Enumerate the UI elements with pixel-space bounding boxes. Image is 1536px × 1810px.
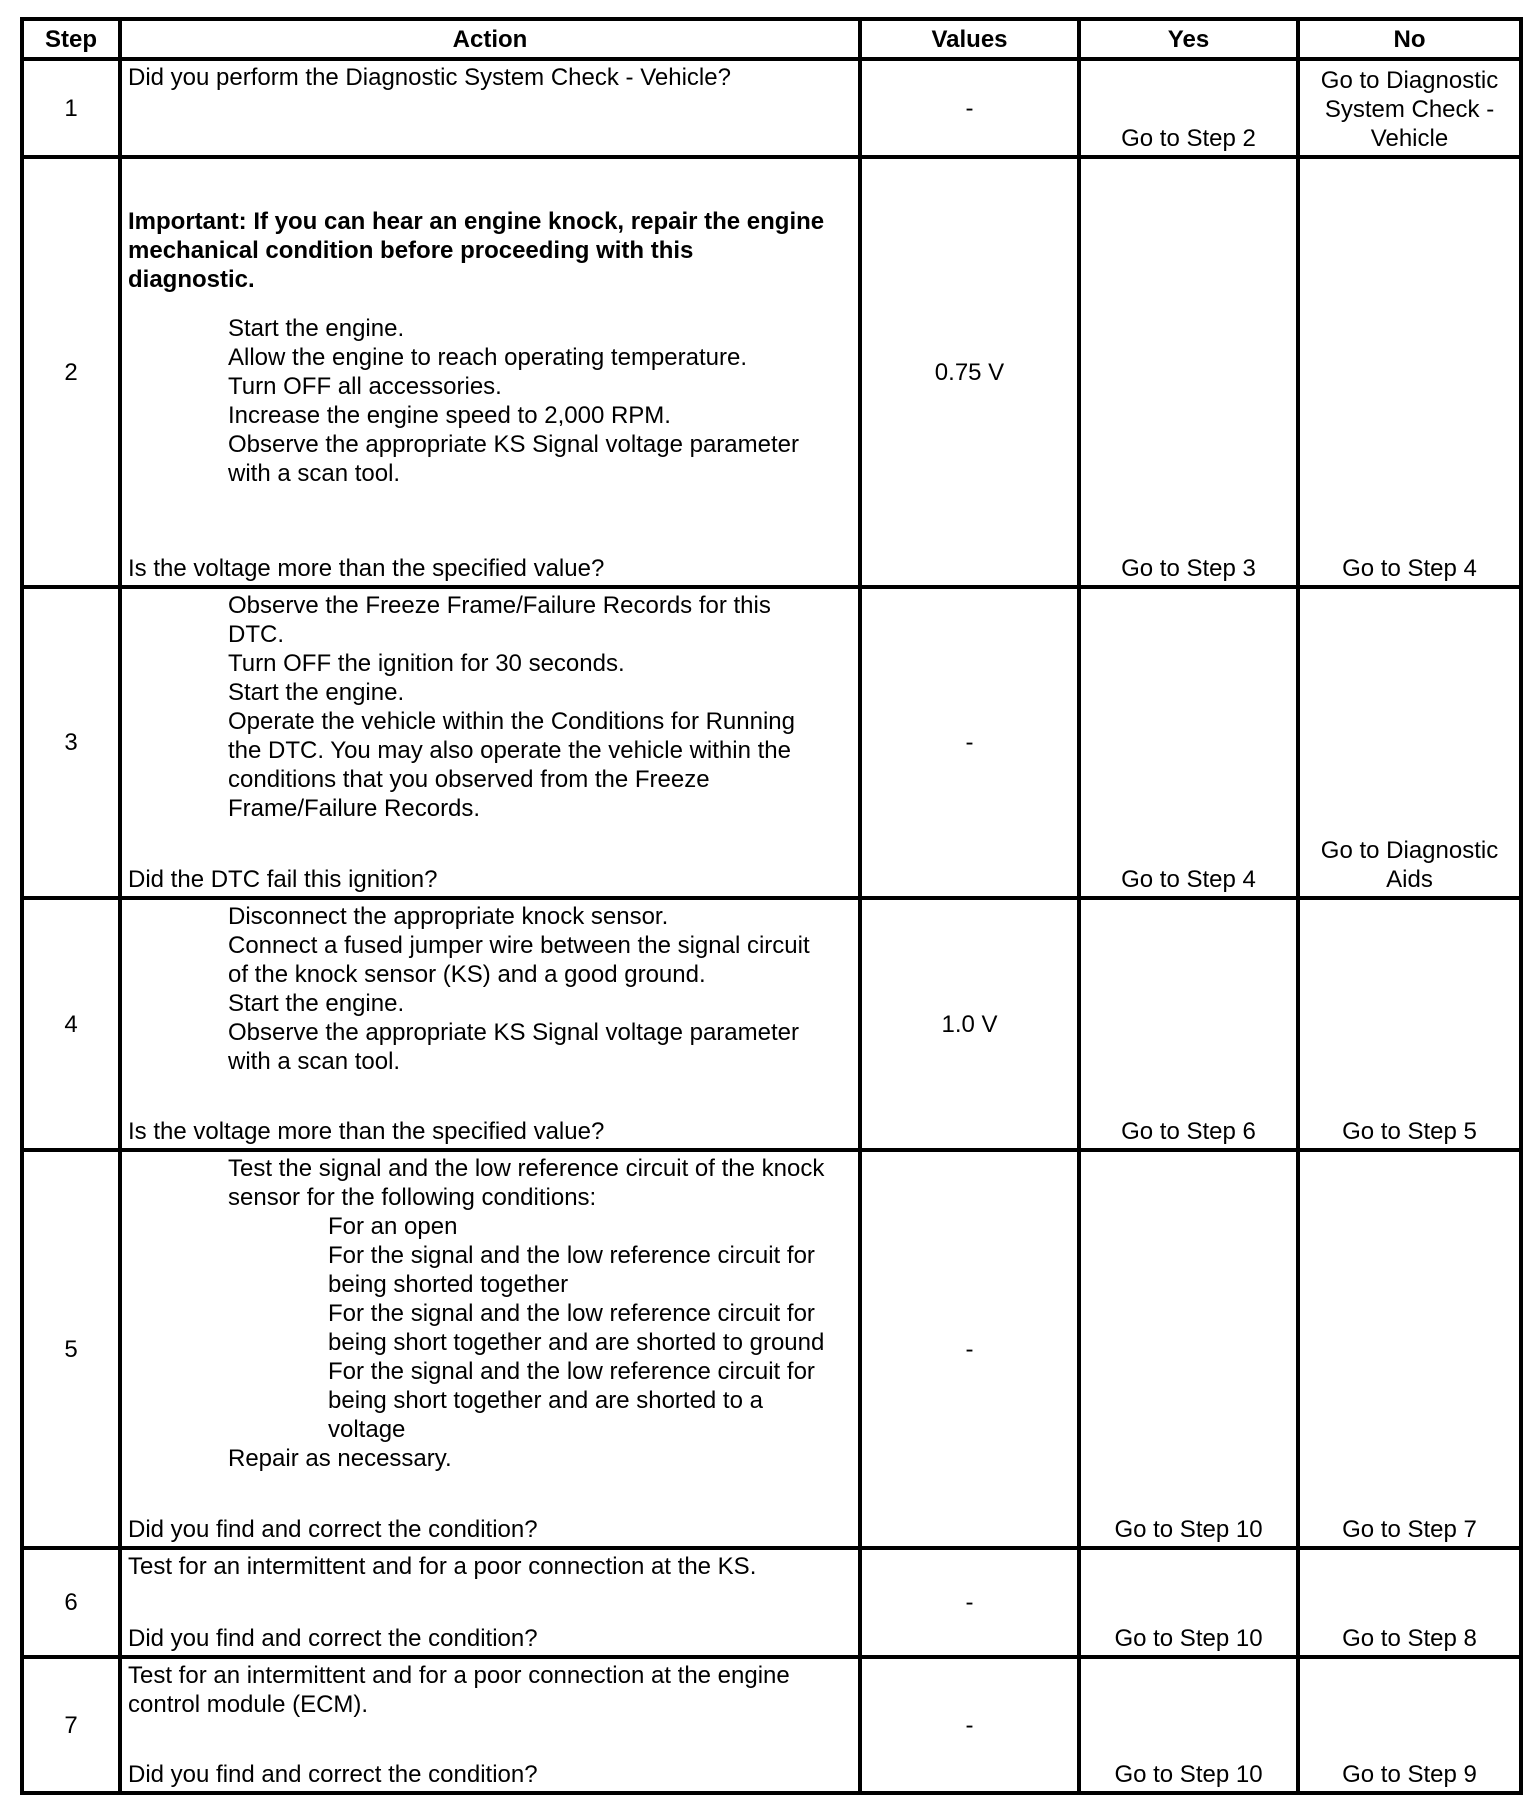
- no-line: Go to Step 5: [1342, 1118, 1477, 1145]
- action-line: conditions that you observed from the Freeze: [228, 766, 710, 793]
- action-line: Observe the appropriate KS Signal voltage parameter: [228, 1019, 799, 1046]
- value-cell: 0.75 V: [860, 157, 1079, 587]
- value-cell: -: [860, 1548, 1079, 1657]
- sub-condition-line: For an open: [328, 1213, 458, 1240]
- header-values: Values: [860, 19, 1079, 59]
- sub-condition-line: voltage: [328, 1416, 406, 1443]
- diagnostic-table: [20, 17, 1523, 1795]
- table-row-step-7: [22, 1657, 1521, 1793]
- action-line: Repair as necessary.: [228, 1445, 452, 1472]
- step-number: 4: [22, 898, 120, 1150]
- step-number: 3: [22, 587, 120, 898]
- no-line: Go to Step 8: [1342, 1625, 1477, 1652]
- action-cell: [120, 59, 860, 157]
- no-cell: [1298, 1150, 1521, 1548]
- step-number: 1: [22, 59, 120, 157]
- header-yes: Yes: [1079, 19, 1298, 59]
- question-line: Did you find and correct the condition?: [128, 1625, 538, 1652]
- action-line: Connect a fused jumper wire between the signal circuit: [228, 932, 810, 959]
- action-line: sensor for the following conditions:: [228, 1184, 597, 1211]
- no-cell: [1298, 157, 1521, 587]
- header-no: No: [1298, 19, 1521, 59]
- action-line: Turn OFF the ignition for 30 seconds.: [228, 650, 625, 677]
- action-line: Did you perform the Diagnostic System Check - Vehicle?: [128, 64, 731, 91]
- sub-condition-line: being short together and are shorted to a: [328, 1387, 763, 1414]
- value-cell: -: [860, 587, 1079, 898]
- action-cell: [120, 1657, 860, 1793]
- no-cell: [1298, 587, 1521, 898]
- table-row-step-1: [22, 59, 1521, 157]
- table-row-step-6: [22, 1548, 1521, 1657]
- action-line: Observe the appropriate KS Signal voltage parameter: [228, 431, 799, 458]
- action-line: Turn OFF all accessories.: [228, 373, 502, 400]
- no-cell: [1298, 59, 1521, 157]
- action-line: DTC.: [228, 621, 284, 648]
- important-line: Important: If you can hear an engine knock, repair the engine: [128, 208, 825, 235]
- no-line: Go to Diagnostic: [1320, 837, 1499, 864]
- yes-cell: Go to Step 4: [1079, 587, 1298, 898]
- yes-cell: Go to Step 10: [1079, 1548, 1298, 1657]
- action-cell: [120, 157, 860, 587]
- header-row: [22, 19, 1521, 59]
- action-line: Start the engine.: [228, 315, 405, 342]
- question-line: Did you find and correct the condition?: [128, 1761, 538, 1788]
- action-line: of the knock sensor (KS) and a good ground.: [228, 961, 706, 988]
- action-line: Test the signal and the low reference circuit of the knock: [228, 1155, 825, 1182]
- sub-condition-line: being shorted together: [328, 1271, 569, 1298]
- question-line: Is the voltage more than the specified value?: [128, 1118, 605, 1145]
- no-cell: [1298, 1548, 1521, 1657]
- action-cell: [120, 898, 860, 1150]
- step-number: 7: [22, 1657, 120, 1793]
- action-line: the DTC. You may also operate the vehicle within the: [228, 737, 791, 764]
- value-cell: -: [860, 1150, 1079, 1548]
- value-cell: 1.0 V: [860, 898, 1079, 1150]
- step-number: 2: [22, 157, 120, 587]
- action-line: with a scan tool.: [228, 1048, 401, 1075]
- action-line: Test for an intermittent and for a poor connection at the engine: [128, 1662, 790, 1689]
- yes-cell: Go to Step 6: [1079, 898, 1298, 1150]
- sub-condition-line: For the signal and the low reference circuit for: [328, 1358, 815, 1385]
- action-line: Observe the Freeze Frame/Failure Records for this: [228, 592, 771, 619]
- action-line: with a scan tool.: [228, 460, 401, 487]
- step-number: 5: [22, 1150, 120, 1548]
- important-line: mechanical condition before proceeding with this: [128, 237, 694, 264]
- no-line: Go to Diagnostic: [1320, 67, 1499, 94]
- yes-cell: Go to Step 10: [1079, 1150, 1298, 1548]
- action-line: control module (ECM).: [128, 1691, 369, 1718]
- no-line: Aids: [1386, 866, 1433, 893]
- important-line: diagnostic.: [128, 266, 255, 293]
- yes-cell: Go to Step 2: [1079, 59, 1298, 157]
- no-line: Vehicle: [1370, 125, 1449, 152]
- action-cell: [120, 1150, 860, 1548]
- question-line: Did you find and correct the condition?: [128, 1516, 538, 1543]
- no-line: Go to Step 4: [1342, 555, 1477, 582]
- yes-cell: Go to Step 10: [1079, 1657, 1298, 1793]
- table-row-step-3: [22, 587, 1521, 898]
- action-line: Disconnect the appropriate knock sensor.: [228, 903, 669, 930]
- question-line: Did the DTC fail this ignition?: [128, 866, 438, 893]
- no-line: System Check -: [1324, 96, 1495, 123]
- no-line: Go to Step 7: [1342, 1516, 1477, 1543]
- no-line: Go to Step 9: [1342, 1761, 1477, 1788]
- action-cell: [120, 1548, 860, 1657]
- value-cell: -: [860, 1657, 1079, 1793]
- action-line: Test for an intermittent and for a poor connection at the KS.: [128, 1553, 757, 1580]
- table-row-step-2: [22, 157, 1521, 587]
- action-cell: [120, 587, 860, 898]
- value-cell: -: [860, 59, 1079, 157]
- question-line: Is the voltage more than the specified value?: [128, 555, 605, 582]
- yes-cell: Go to Step 3: [1079, 157, 1298, 587]
- sub-condition-line: For the signal and the low reference circuit for: [328, 1242, 815, 1269]
- no-cell: [1298, 1657, 1521, 1793]
- diagnostic-document: [20, 17, 1519, 1789]
- action-line: Allow the engine to reach operating temperature.: [228, 344, 747, 371]
- action-line: Frame/Failure Records.: [228, 795, 481, 822]
- table-row-step-4: [22, 898, 1521, 1150]
- step-number: 6: [22, 1548, 120, 1657]
- header-step: Step: [22, 19, 120, 59]
- no-cell: [1298, 898, 1521, 1150]
- sub-condition-line: For the signal and the low reference circuit for: [328, 1300, 815, 1327]
- action-line: Start the engine.: [228, 679, 405, 706]
- table-row-step-5: [22, 1150, 1521, 1548]
- action-line: Operate the vehicle within the Conditions for Running: [228, 708, 795, 735]
- action-line: Increase the engine speed to 2,000 RPM.: [228, 402, 671, 429]
- header-action: Action: [120, 19, 860, 59]
- action-line: Start the engine.: [228, 990, 405, 1017]
- sub-condition-line: being short together and are shorted to ground: [328, 1329, 825, 1356]
